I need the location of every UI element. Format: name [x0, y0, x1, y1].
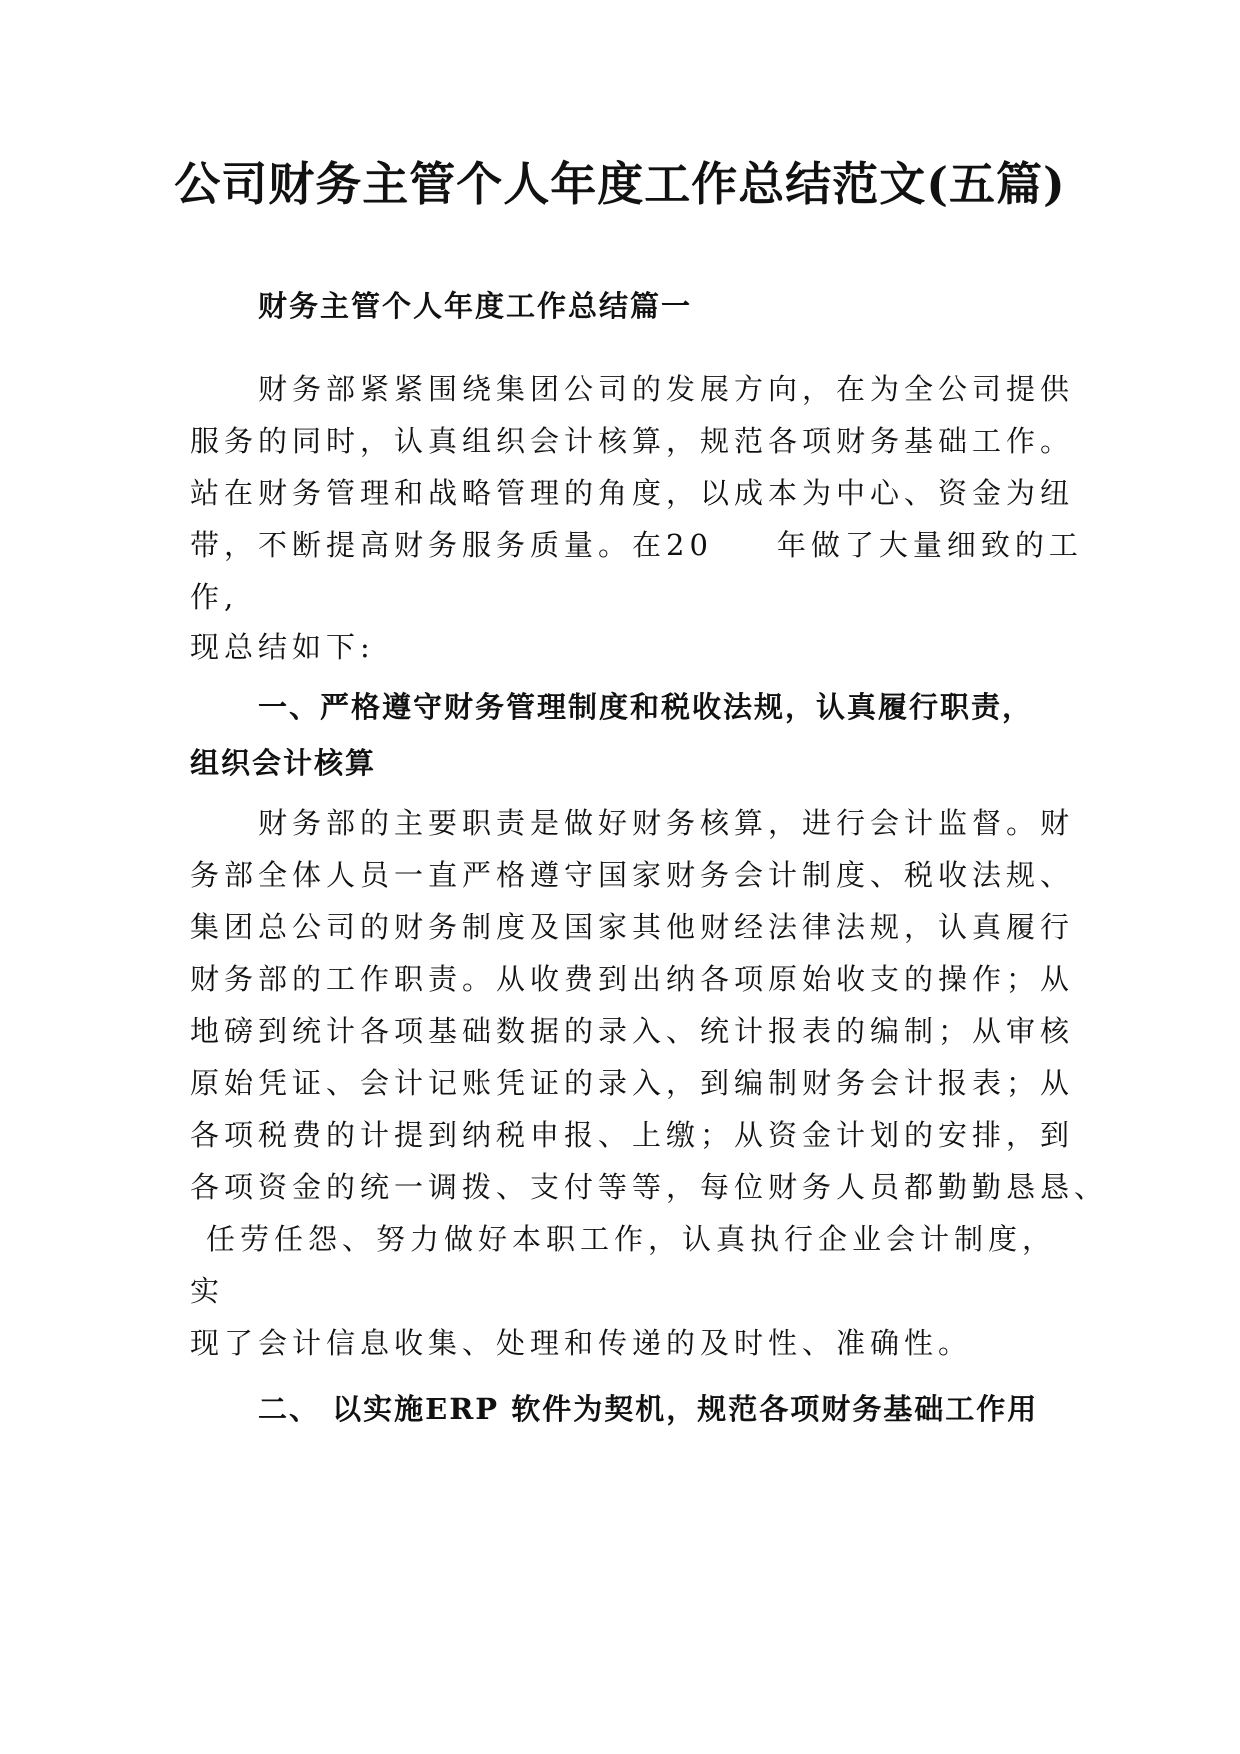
- para1-line4-end: 年做了大量细致的工: [776, 528, 1083, 562]
- para2-line1: 财务部的主要职责是做好财务核算，进行会计监督。财: [258, 806, 1075, 840]
- para1-line3: 站在财务管理和战略管理的角度，以成本为中心、资金为纽: [190, 476, 1075, 510]
- para2-line8: 各项资金的统一调拨、支付等等，每位财务人员都勤勤恳恳、: [190, 1170, 1109, 1204]
- para2-line7: 各项税费的计提到纳税申报、上缴；从资金计划的安排，到: [190, 1118, 1075, 1152]
- para1-line4: [190, 528, 1083, 563]
- section-subtitle: 财务主管个人年度工作总结篇一: [258, 289, 693, 323]
- para2-line2: 务部全体人员一直严格遵守国家财务会计制度、税收法规、: [190, 858, 1075, 892]
- para2-line6: 原始凭证、会计记账凭证的录入，到编制财务会计报表；从: [190, 1066, 1075, 1100]
- para2-line10: 实: [190, 1274, 225, 1308]
- para2-line5: 地磅到统计各项基础数据的录入、统计报表的编制；从审核: [190, 1014, 1075, 1048]
- para2-line3: 集团总公司的财务制度及国家其他财经法律法规，认真履行: [190, 910, 1075, 944]
- para2-line9: 任劳任怨、努力做好本职工作，认真执行企业会计制度，: [206, 1222, 1057, 1256]
- para1-line1: 财务部紧紧围绕集团公司的发展方向，在为全公司提供: [258, 372, 1075, 406]
- heading1-line1: 一、严格遵守财务管理制度和税收法规，认真履行职责，: [258, 690, 1034, 724]
- para1-line6: 现总结如下:: [190, 630, 375, 664]
- para1-line4-start: 带，不断提高财务服务质量。在20: [190, 528, 713, 562]
- para1-line5: 作,: [190, 580, 239, 614]
- para1-line2: 服务的同时，认真组织会计核算，规范各项财务基础工作。: [190, 424, 1075, 458]
- para2-line4: 财务部的工作职责。从收费到出纳各项原始收支的操作；从: [190, 962, 1075, 996]
- heading1-line2: 组织会计核算: [190, 746, 377, 780]
- document-title: 公司财务主管个人年度工作总结范文(五篇): [174, 157, 1066, 211]
- heading2: 二、 以实施ERP 软件为契机，规范各项财务基础工作用: [258, 1392, 1039, 1426]
- para2-line11: 现了会计信息收集、处理和传递的及时性、准确性。: [190, 1326, 973, 1360]
